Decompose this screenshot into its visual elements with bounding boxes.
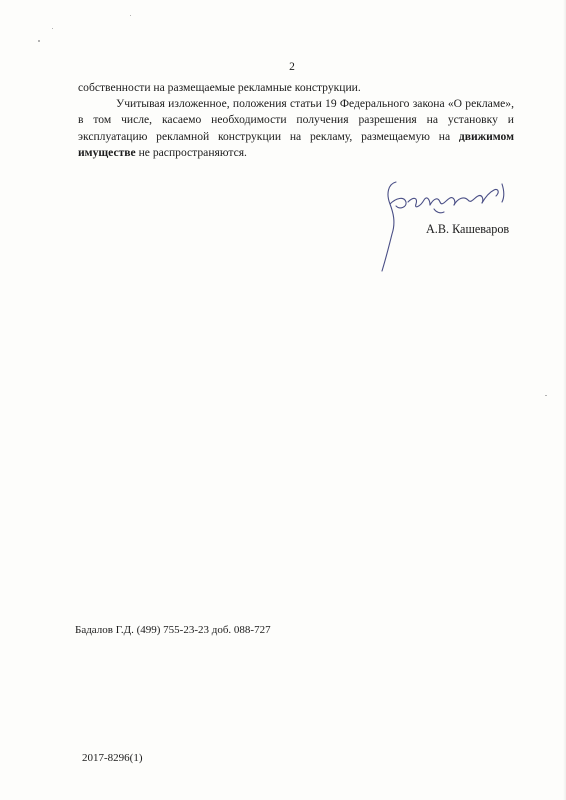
document-number: 2017-8296(1): [82, 752, 143, 764]
paragraph-2: [78, 96, 514, 161]
bold-phrase: движимом имуществе: [78, 129, 514, 159]
paragraph-1: собственности на размещаемые рекламные конструкции.: [78, 81, 361, 94]
signer-name: А.В. Кашеваров: [426, 222, 510, 236]
paragraph-2-end: не распространяются.: [135, 145, 247, 159]
scan-speck: [130, 15, 131, 16]
scan-speck: [38, 40, 40, 42]
executor-contact: Бадалов Г.Д. (499) 755-23-23 доб. 088-727: [75, 624, 271, 636]
letter-body: [78, 80, 514, 161]
scan-speck: [52, 28, 53, 29]
paragraph-2-text: Учитывая изложенное, положения статьи 19 Федерального закона «О рекламе», в том числе, касаемо необходимости получения разрешения на установку и эксплуатацию рекламной конструкции на рекламу, размещаемую на: [78, 97, 514, 143]
page-number: 2: [289, 61, 295, 73]
scan-speck: [545, 395, 547, 396]
